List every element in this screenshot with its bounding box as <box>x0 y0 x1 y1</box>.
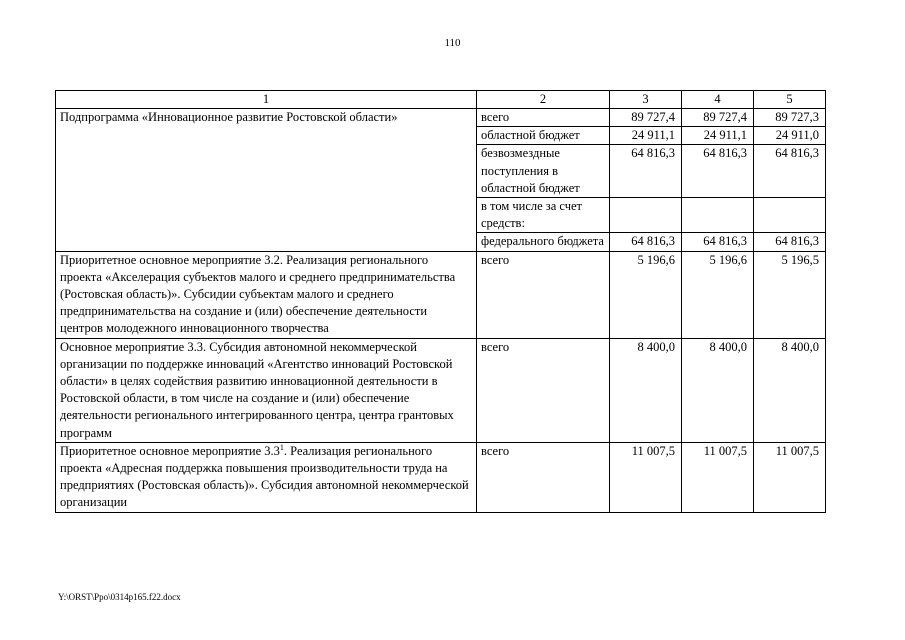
value-col-5: 89 727,3 <box>754 109 826 127</box>
value-col-4: 11 007,5 <box>682 442 754 512</box>
funding-source: всего <box>477 442 610 512</box>
activity-name: Основное мероприятие 3.3. Субсидия автономной некоммерческой организации по поддержке инноваций «Агентство инноваций Ростовской области» в целях содействия развитию инновационной деятельности в Ростовской области, в том числе на создание и (или) обеспечение деятельности регионального интегрированного центра, центра грантовых программ <box>56 338 477 442</box>
table-row <box>56 338 826 442</box>
value-col-5: 8 400,0 <box>754 338 826 442</box>
value-col-3: 8 400,0 <box>610 338 682 442</box>
funding-source: областной бюджет <box>477 127 610 145</box>
table-row <box>56 109 826 127</box>
funding-source: в том числе за счет средств: <box>477 198 610 233</box>
value-col-4: 5 196,6 <box>682 251 754 338</box>
value-col-5: 11 007,5 <box>754 442 826 512</box>
table-row <box>56 442 826 512</box>
value-col-3 <box>610 198 682 233</box>
value-col-4 <box>682 198 754 233</box>
header-col-2: 2 <box>477 91 610 109</box>
funding-source: безвозмездные поступления в областной бюджет <box>477 145 610 198</box>
activity-name-rest: . Реализация регионального проекта «Адресная поддержка повышения производительности труда на предприятиях (Ростовская область)». Субсидия автономной некоммерческой организации <box>60 443 469 510</box>
subprogram-name: Подпрограмма «Инновационное развитие Ростовской области» <box>56 109 477 252</box>
value-col-4: 24 911,1 <box>682 127 754 145</box>
file-path-footer: Y:\ORST\Ppo\0314p165.f22.docx <box>58 592 181 602</box>
value-col-5: 64 816,3 <box>754 145 826 198</box>
value-col-5: 5 196,5 <box>754 251 826 338</box>
value-col-3: 89 727,4 <box>610 109 682 127</box>
header-col-4: 4 <box>682 91 754 109</box>
activity-superscript: 1 <box>279 442 284 452</box>
activity-name-start: Приоритетное основное мероприятие 3.3 <box>60 443 280 458</box>
value-col-4: 8 400,0 <box>682 338 754 442</box>
value-col-4: 64 816,3 <box>682 233 754 251</box>
header-col-1: 1 <box>56 91 477 109</box>
table-header-row <box>56 91 826 109</box>
value-col-5: 64 816,3 <box>754 233 826 251</box>
funding-source: всего <box>477 109 610 127</box>
funding-source: всего <box>477 338 610 442</box>
budget-table <box>55 90 826 513</box>
header-col-3: 3 <box>610 91 682 109</box>
value-col-3: 24 911,1 <box>610 127 682 145</box>
activity-name <box>56 442 477 512</box>
value-col-3: 5 196,6 <box>610 251 682 338</box>
activity-name: Приоритетное основное мероприятие 3.2. Реализация регионального проекта «Акселерация субъектов малого и среднего предпринимательства (Ростовская область)». Субсидии субъектам малого и среднего предпринимательства на создание и (или) обеспечение деятельности центров молодежного инновационного творчества <box>56 251 477 338</box>
table-row <box>56 251 826 338</box>
header-col-5: 5 <box>754 91 826 109</box>
funding-source: федерального бюджета <box>477 233 610 251</box>
value-col-3: 64 816,3 <box>610 145 682 198</box>
value-col-5: 24 911,0 <box>754 127 826 145</box>
funding-source: всего <box>477 251 610 338</box>
value-col-4: 89 727,4 <box>682 109 754 127</box>
value-col-4: 64 816,3 <box>682 145 754 198</box>
value-col-3: 64 816,3 <box>610 233 682 251</box>
value-col-3: 11 007,5 <box>610 442 682 512</box>
value-col-5 <box>754 198 826 233</box>
page-number: 110 <box>444 37 461 49</box>
